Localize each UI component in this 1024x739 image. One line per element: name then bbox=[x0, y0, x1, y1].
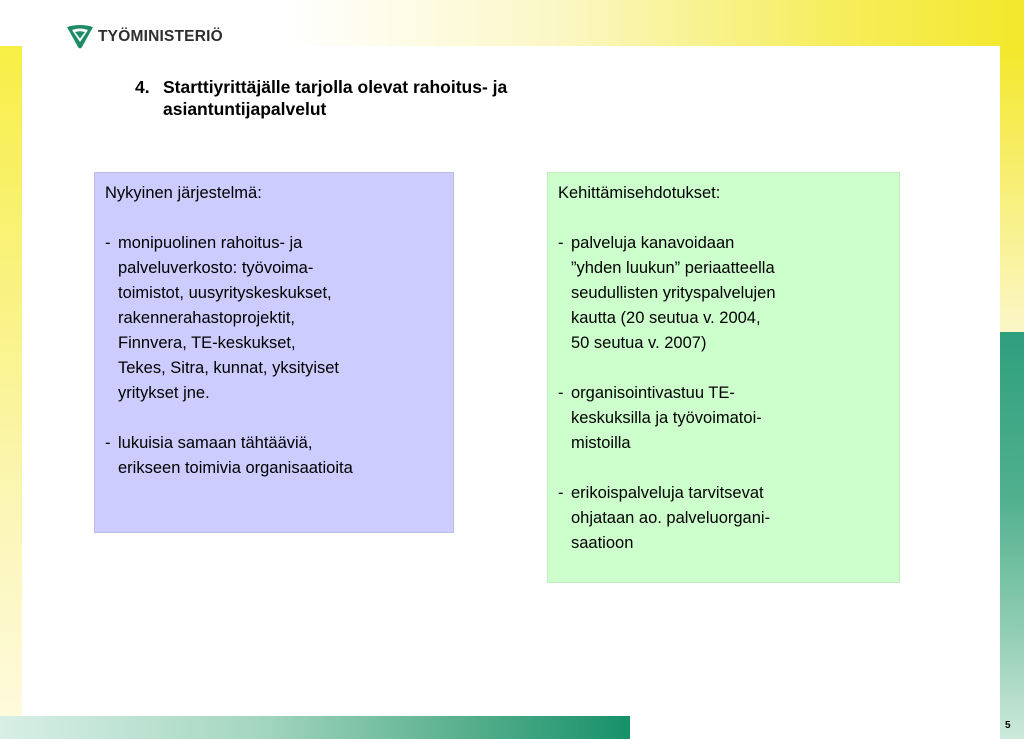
bullet-dash: - bbox=[105, 234, 111, 252]
page-number: 5 bbox=[1005, 720, 1011, 731]
right-green-strip bbox=[1000, 332, 1024, 739]
bullet-dash: - bbox=[105, 434, 111, 452]
bullet-dash: - bbox=[558, 234, 564, 252]
bottom-gradient-bar bbox=[0, 716, 630, 739]
title-line-2: asiantuntijapalvelut bbox=[163, 99, 327, 119]
slide-title bbox=[135, 76, 695, 120]
list-item bbox=[558, 481, 889, 556]
ministry-emblem-icon bbox=[66, 24, 94, 50]
right-yellow-strip bbox=[1000, 46, 1024, 332]
ministry-logo bbox=[66, 24, 223, 50]
list-item bbox=[558, 381, 889, 456]
left-gradient-strip bbox=[0, 0, 22, 739]
bullet-dash: - bbox=[558, 384, 564, 402]
list-item bbox=[105, 231, 443, 406]
bullet-text: palveluja kanavoidaan ”yhden luukun” periaatteella seudullisten yrityspalvelujen kautta (20 seutua v. 2004, 50 seutua v. 2007) bbox=[571, 234, 776, 352]
list-item bbox=[105, 431, 443, 481]
current-system-box bbox=[94, 172, 454, 533]
bullet-text: organisointivastuu TE- keskuksilla ja työvoimatoi- mistoilla bbox=[571, 384, 762, 452]
bullet-dash: - bbox=[558, 484, 564, 502]
proposals-heading: Kehittämisehdotukset: bbox=[558, 184, 721, 202]
bullet-text: erikoispalveluja tarvitsevat ohjataan ao. palveluorgani- saatioon bbox=[571, 484, 771, 552]
bullet-text: lukuisia samaan tähtääviä, erikseen toimivia organisaatioita bbox=[118, 434, 353, 477]
proposals-box bbox=[547, 172, 900, 583]
title-line-1: Starttiyrittäjälle tarjolla olevat rahoitus- ja bbox=[163, 77, 508, 97]
current-system-heading: Nykyinen järjestelmä: bbox=[105, 184, 262, 202]
logo-text: TYÖMINISTERIÖ bbox=[98, 28, 223, 45]
list-item bbox=[558, 231, 889, 356]
bullet-text: monipuolinen rahoitus- ja palveluverkosto: työvoima- toimistot, uusyrityskeskukset, rakennerahastoprojektit, Finnvera, TE-keskukset, Tekes, Sitra, kunnat, yksityiset yritykset jne. bbox=[118, 234, 340, 402]
title-number: 4. bbox=[135, 77, 150, 97]
